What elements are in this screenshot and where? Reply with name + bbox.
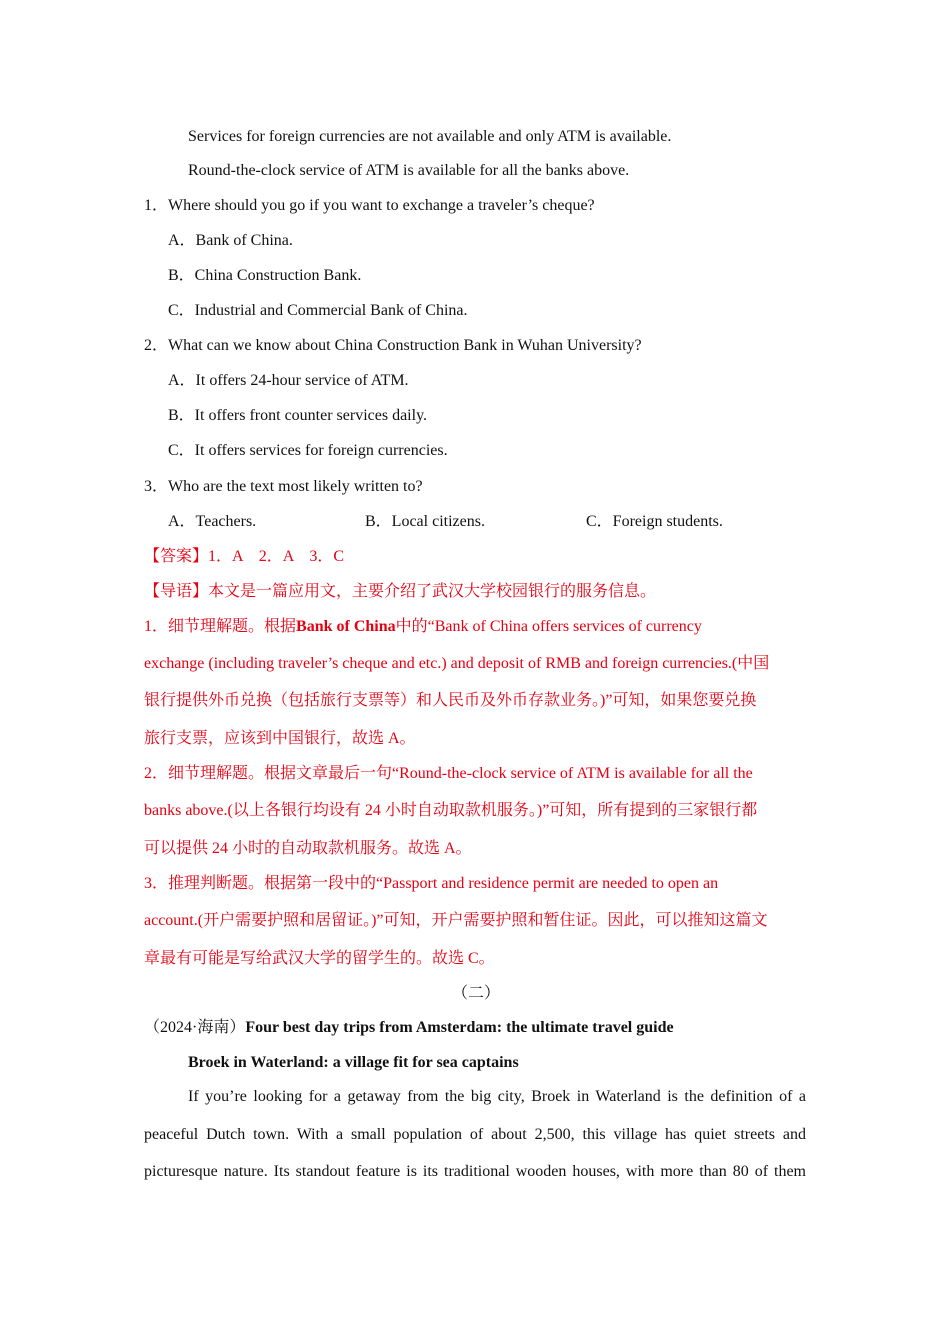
explanation-3-line-3: 章最有可能是写给武汉大学的留学生的。故选 C。 (144, 950, 495, 967)
question-1-option-c: C．Industrial and Commercial Bank of China. (168, 302, 468, 319)
passage-source: （2024·海南） (144, 1019, 246, 1036)
passage-line-1: If you’re looking for a getaway from the big city, Broek in Waterland is the definition of a (188, 1088, 806, 1105)
question-2-option-a: A．It offers 24-hour service of ATM. (168, 372, 409, 389)
section-marker: （二） (452, 985, 501, 1002)
explanation-3-line-2: account.(开户需要护照和居留证。)”可知，开户需要护照和暂住证。因此，可以推知这篇文 (144, 912, 768, 929)
question-3-option-a: A．Teachers. (168, 513, 257, 530)
question-1-stem: 1．Where should you go if you want to exchange a traveler’s cheque? (144, 197, 595, 214)
passage-title: Four best day trips from Amsterdam: the ultimate travel guide (245, 1019, 674, 1036)
guide-text: 本文是一篇应用文，主要介绍了武汉大学校园银行的服务信息。 (208, 583, 657, 600)
explanation-2-line-1: 2．细节理解题。根据文章最后一句“Round-the-clock service of ATM is available for all the (144, 765, 753, 782)
answer-line (144, 546, 344, 568)
guide-label: 【导语】 (144, 583, 209, 600)
passage-line-2: peaceful Dutch town. With a small population of about 2,500, this village has quiet streets and (144, 1126, 806, 1143)
explanation-1-line-1 (144, 616, 702, 638)
explanation-1-line-2: exchange (including traveler’s cheque and etc.) and deposit of RMB and foreign currencies.(中国 (144, 655, 770, 672)
question-3-stem: 3．Who are the text most likely written to? (144, 478, 423, 495)
question-3-option-c: C．Foreign students. (586, 513, 723, 530)
explanation-2-line-2: banks above.(以上各银行均设有 24 小时自动取款机服务。)”可知，所有提到的三家银行都 (144, 802, 758, 819)
explanation-1-keyword: Bank of China (296, 618, 396, 635)
explanation-1-prefix: 1．细节理解题。根据 (144, 618, 297, 635)
explanation-2-line-3: 可以提供 24 小时的自动取款机服务。故选 A。 (144, 840, 472, 857)
explanation-3-line-1: 3．推理判断题。根据第一段中的“Passport and residence permit are needed to open an (144, 875, 719, 892)
question-1-option-b: B．China Construction Bank. (168, 267, 362, 284)
intro-line-2: Round-the-clock service of ATM is available for all the banks above. (188, 162, 630, 179)
question-3-option-b: B．Local citizens. (365, 513, 485, 530)
answer-label: 【答案】 (144, 548, 209, 565)
explanation-1-line-3: 银行提供外币兑换（包括旅行支票等）和人民币及外币存款业务。)”可知，如果您要兑换 (144, 692, 757, 709)
guide-line (144, 581, 656, 603)
question-2-stem: 2．What can we know about China Construction Bank in Wuhan University? (144, 337, 642, 354)
answer-text: 1．A 2．A 3．C (208, 548, 345, 565)
explanation-1-line-4: 旅行支票，应该到中国银行，故选 A。 (144, 730, 416, 747)
passage-heading (144, 1017, 674, 1039)
question-2-option-c: C．It offers services for foreign currencies. (168, 442, 448, 459)
question-1-option-a: A．Bank of China. (168, 232, 293, 249)
question-2-option-b: B．It offers front counter services daily. (168, 407, 428, 424)
passage-subtitle: Broek in Waterland: a village fit for sea captains (188, 1054, 519, 1071)
passage-line-3: picturesque nature. Its standout feature is its traditional wooden houses, with more than 80 of them (144, 1163, 806, 1180)
intro-line-1: Services for foreign currencies are not available and only ATM is available. (188, 128, 672, 145)
explanation-1-quote: 中的“Bank of China offers services of currency (395, 618, 702, 635)
